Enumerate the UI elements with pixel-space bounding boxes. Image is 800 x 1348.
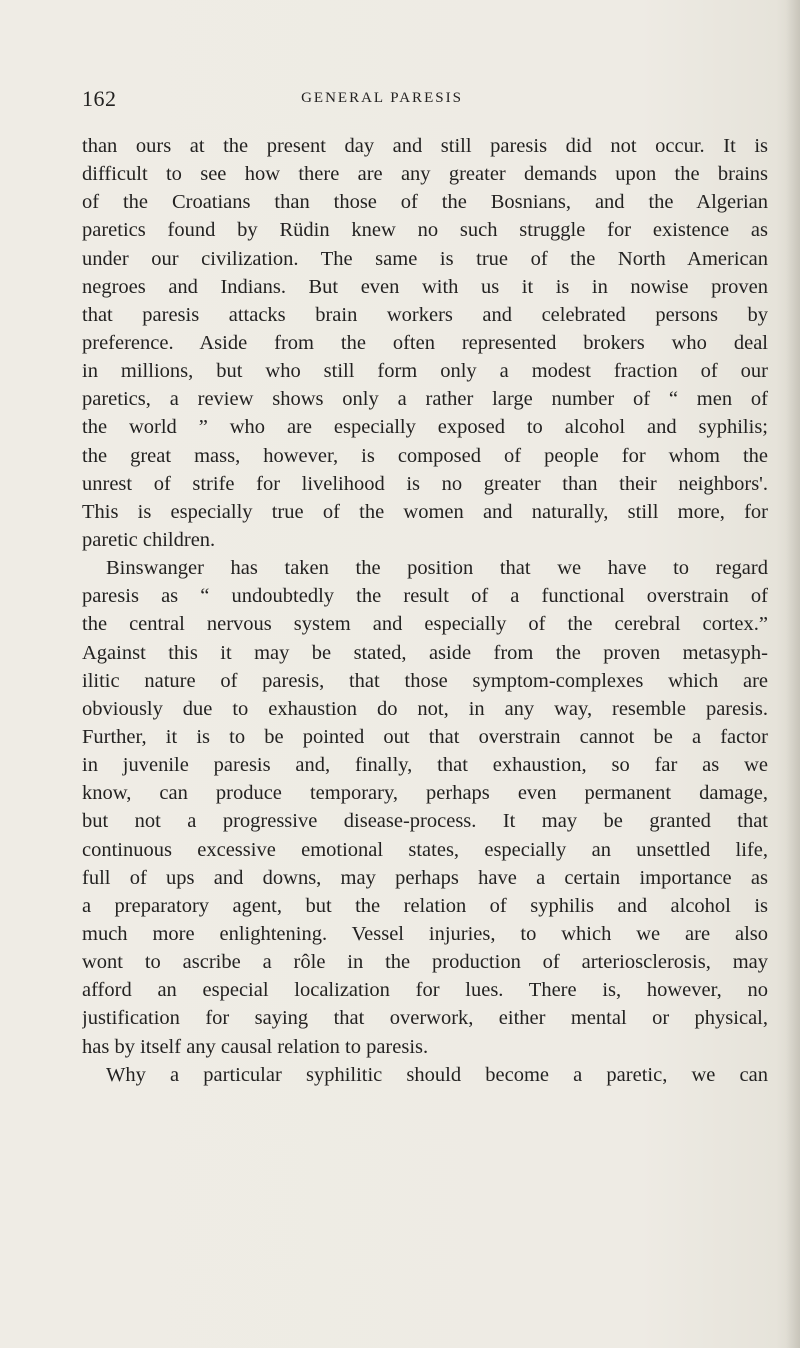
text-line: difficult to see how there are any greater demands upon the brains bbox=[82, 163, 768, 186]
text-line: in juvenile paresis and, finally, that exhaustion, so far as we bbox=[82, 754, 768, 777]
text-line: under our civilization. The same is true of the North American bbox=[82, 247, 768, 270]
text-line: preference. Aside from the often represented brokers who deal bbox=[82, 331, 768, 354]
text-line: obviously due to exhaustion do not, in any way, resemble paresis. bbox=[82, 697, 768, 720]
text-line: afford an especial localization for lues. There is, however, no bbox=[82, 979, 768, 1002]
text-line: has by itself any causal relation to paresis. bbox=[82, 1035, 429, 1058]
text-line: Why a particular syphilitic should become a paretic, we can bbox=[106, 1063, 768, 1086]
text-line: paretics, a review shows only a rather large number of “ men of bbox=[82, 388, 768, 411]
text-line: negroes and Indians. But even with us it is in nowise proven bbox=[82, 275, 768, 298]
text-line: full of ups and downs, may perhaps have a certain importance as bbox=[82, 866, 768, 889]
text-line: the central nervous system and especially of the cerebral cortex.” bbox=[82, 613, 768, 636]
text-line: the world ” who are especially exposed to alcohol and syphilis; bbox=[82, 416, 768, 439]
page-header bbox=[82, 86, 722, 116]
text-line: continuous excessive emotional states, especially an unsettled life, bbox=[82, 838, 768, 861]
text-line: the great mass, however, is composed of people for whom the bbox=[82, 444, 768, 467]
text-line: paretics found by Rüdin knew no such struggle for existence as bbox=[82, 219, 768, 242]
text-line: ilitic nature of paresis, that those symptom-complexes which are bbox=[82, 669, 768, 692]
text-line: Against this it may be stated, aside from the proven metasyph- bbox=[82, 641, 768, 664]
text-line: know, can produce temporary, perhaps even permanent damage, bbox=[82, 782, 768, 805]
text-line: wont to ascribe a rôle in the production of arteriosclerosis, may bbox=[82, 951, 768, 974]
text-line: paresis as “ undoubtedly the result of a functional overstrain of bbox=[82, 585, 768, 608]
text-line: justification for saying that overwork, either mental or physical, bbox=[82, 1007, 768, 1030]
text-line: in millions, but who still form only a modest fraction of our bbox=[82, 360, 768, 383]
running-head: GENERAL PARESIS bbox=[301, 90, 463, 106]
text-line: but not a progressive disease-process. It may be granted that bbox=[82, 810, 768, 833]
body-text bbox=[82, 132, 768, 1089]
text-line: Binswanger has taken the position that we have to regard bbox=[106, 557, 768, 580]
text-line: paretic children. bbox=[82, 528, 216, 551]
text-line: than ours at the present day and still paresis did not occur. It is bbox=[82, 135, 768, 157]
text-line: that paresis attacks brain workers and celebrated persons by bbox=[82, 303, 768, 326]
text-line: of the Croatians than those of the Bosnians, and the Algerian bbox=[82, 191, 768, 214]
text-line: unrest of strife for livelihood is no greater than their neighbors'. bbox=[82, 472, 768, 495]
page-number: 162 bbox=[82, 86, 117, 111]
text-line: This is especially true of the women and naturally, still more, for bbox=[82, 500, 768, 523]
text-line: a preparatory agent, but the relation of syphilis and alcohol is bbox=[82, 894, 768, 917]
text-line: much more enlightening. Vessel injuries, to which we are also bbox=[82, 922, 768, 945]
text-line: Further, it is to be pointed out that overstrain cannot be a factor bbox=[82, 725, 768, 748]
page-edge-shadow bbox=[786, 0, 800, 1348]
